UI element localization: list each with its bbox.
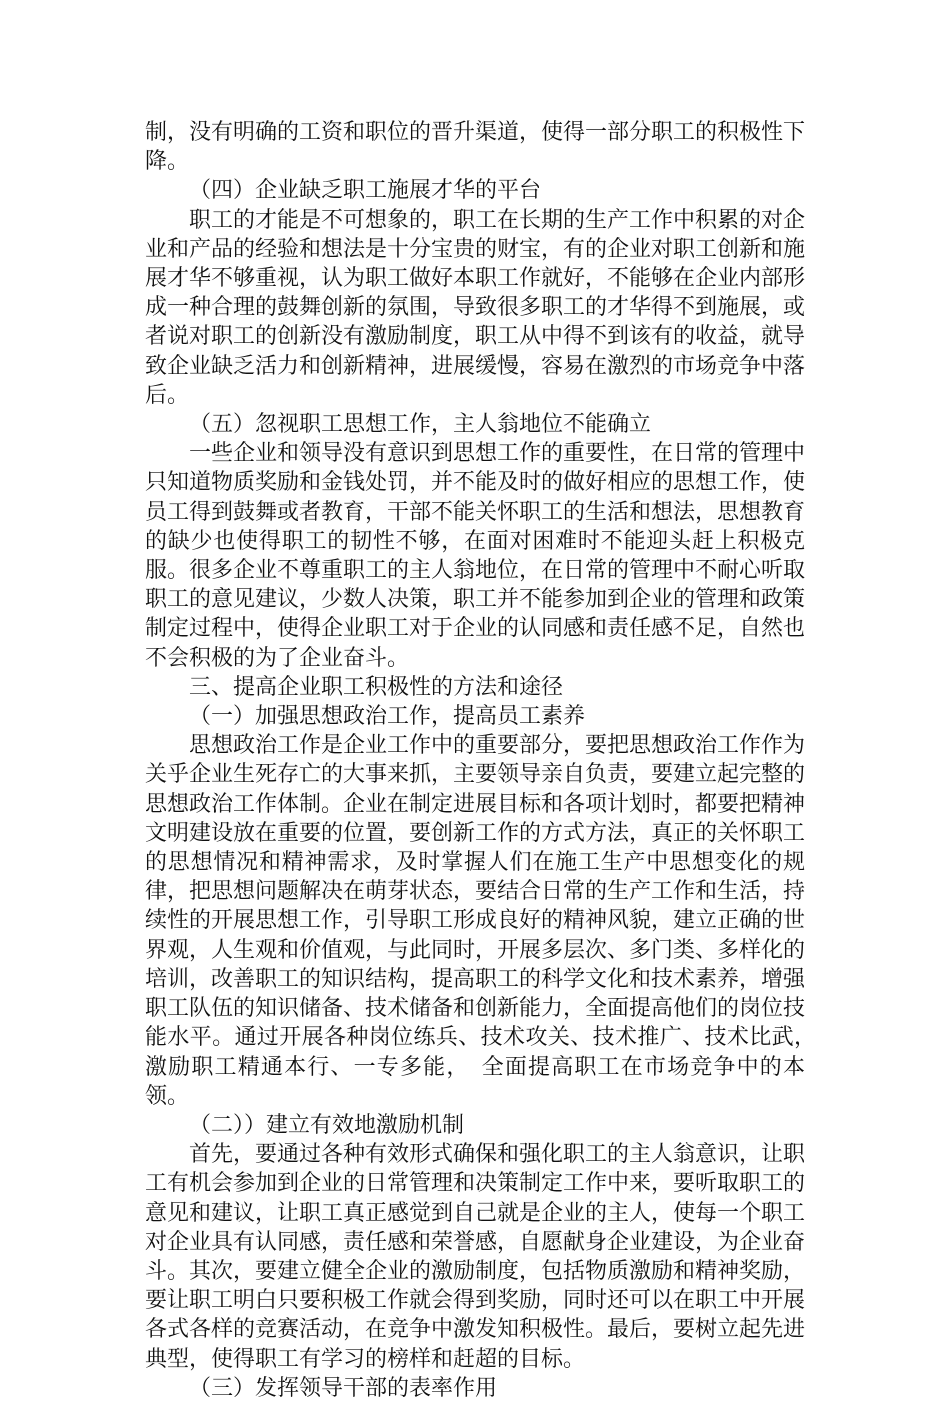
continuation-paragraph: 制，没有明确的工资和职位的晋升渠道，使得一部分职工的积极性下降。 bbox=[145, 120, 806, 175]
section-heading-5: （五）忽视职工思想工作，主人翁地位不能确立 bbox=[189, 412, 652, 438]
body-paragraph: 一些企业和领导没有意识到思想工作的重要性，在日常的管理中只知道物质奖励和金钱处罚，并不能及时的做好相应的思想工作，使员工得到鼓舞或者教育，干部不能关怀职工的生活和想法，思想教育的缺少也使得职工的韧性不够，在面对困难时不能迎头赶上积极克服。很多企业不尊重职工的主人翁地位，在日常的管理中不耐心听取职工的意见建议，少数人决策，职工并不能参加到企业的管理和政策制定过程中，使得企业职工对于企业的认同感和责任感不足，自然也不会积极的为了企业奋斗。 bbox=[145, 441, 806, 671]
body-paragraph: 首先，要通过各种有效形式确保和强化职工的主人翁意识，让职工有机会参加到企业的日常管理和决策制定工作中来，要听取职工的意见和建议，让职工真正感觉到自己就是企业的主人，使每一个职工对企业具有认同感，责任感和荣誉感，自愿献身企业建设，为企业奋斗。其次，要建立健全企业的激励制度，包括物质激励和精神奖励，要让职工明白只要积极工作就会得到奖励，同时还可以在职工中开展各式各样的竞赛活动，在竞争中激发知积极性。最后，要树立起先进典型，使得职工有学习的榜样和赶超的目标。 bbox=[145, 1142, 806, 1372]
chapter-heading-3: 三、提高企业职工积极性的方法和途径 bbox=[189, 674, 564, 700]
body-paragraph: 思想政治工作是企业工作中的重要部分，要把思想政治工作作为关乎企业生死存亡的大事来抓，主要领导亲自负责，要建立起完整的思想政治工作体制。企业在制定进展目标和各项计划时，都要把精神文明建设放在重要的位置，要创新工作的方式方法，真正的关怀职工的思想情况和精神需求，及时掌握人们在施工生产中思想变化的规律，把思想问题解决在萌芽状态，要结合日常的生产工作和生活，持续性的开展思想工作，引导职工形成良好的精神风貌，建立正确的世界观，人生观和价值观，与此同时，开展多层次、多门类、多样化的培训，改善职工的知识结构，提高职工的科学文化和技术素养，增强职工队伍的知识储备、技术储备和创新能力，全面提高他们的岗位技能水平。通过开展各种岗位练兵、技术攻关、技术推广、技术比武， 激励职工精通本行、一专多能， 全面提高职工在市场竞争中的本领。 bbox=[145, 733, 828, 1109]
section-heading-2: （二））建立有效地激励机制 bbox=[189, 1112, 465, 1138]
document-page bbox=[145, 118, 828, 1403]
section-heading-1: （一）加强思想政治工作，提高员工素养 bbox=[189, 704, 586, 730]
body-paragraph: 职工的才能是不可想象的，职工在长期的生产工作中积累的对企业和产品的经验和想法是十分宝贵的财宝，有的企业对职工创新和施展才华不够重视，认为职工做好本职工作就好，不能够在企业内部形成一种合理的鼓舞创新的氛围，导致很多职工的才华得不到施展，或者说对职工的创新没有激励制度，职工从中得不到该有的收益，就导致企业缺乏活力和创新精神，进展缓慢，容易在激烈的市场竞争中落后。 bbox=[145, 207, 806, 408]
section-heading-4: （四）企业缺乏职工施展才华的平台 bbox=[189, 178, 542, 204]
section-heading-3: （三）发挥领导干部的表率作用 bbox=[189, 1375, 498, 1401]
